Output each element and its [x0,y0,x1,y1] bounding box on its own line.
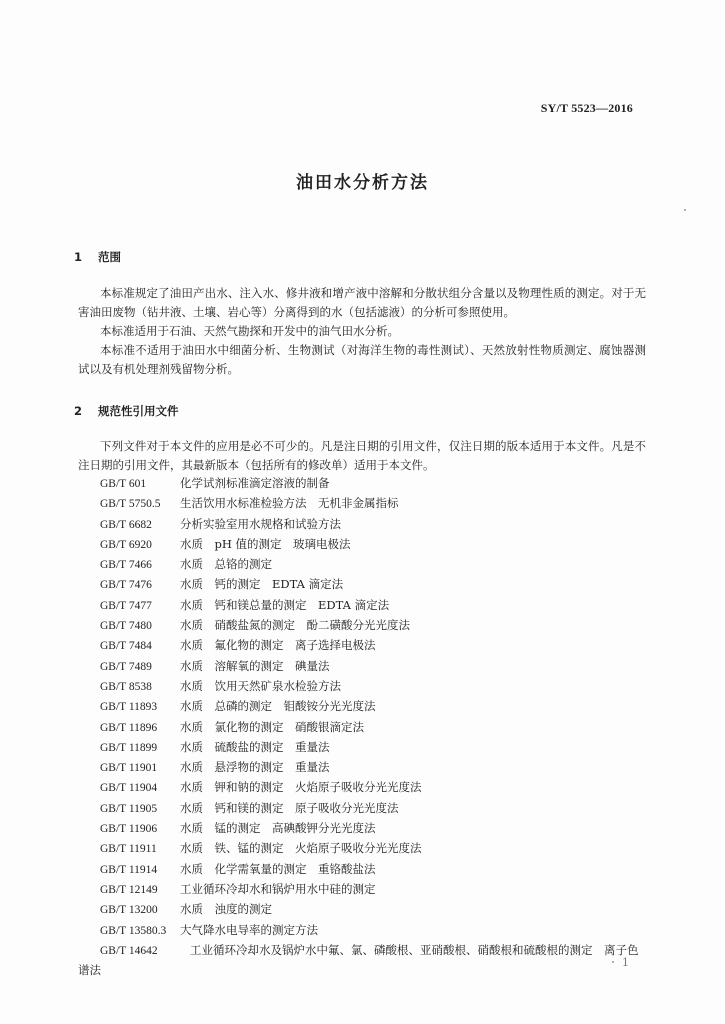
reference-item [78,921,648,941]
reference-code: GB/T 7489 [100,660,152,673]
reference-code: GB/T 8538 [100,680,152,693]
reference-item [78,738,648,758]
reference-item [78,636,648,656]
reference-item [78,758,648,778]
reference-title: 水质 硫酸盐的测定 重量法 [180,739,330,754]
reference-title: 分析实验室用水规格和试验方法 [180,516,341,531]
reference-title: 水质 化学需氧量的测定 重铬酸盐法 [180,861,376,876]
reference-item [78,657,648,677]
reference-code: GB/T 11914 [100,863,158,876]
reference-title: 大气降水电导率的测定方法 [180,922,318,937]
reference-code: GB/T 7484 [100,640,152,653]
reference-code: GB/T 11911 [100,843,157,856]
reference-title: 水质 铁、锰的测定 火焰原子吸收分光光度法 [180,841,422,856]
reference-code: GB/T 11896 [100,721,158,734]
reference-item [78,839,648,859]
reference-code: GB/T 11899 [100,741,158,754]
reference-title: 水质 溶解氧的测定 碘量法 [180,658,330,673]
reference-title: 水质 锰的测定 高碘酸钾分光光度法 [180,821,376,836]
reference-title: 生活饮用水标准检验方法 无机非金属指标 [180,496,399,511]
reference-item [78,555,648,575]
section-1-title: 范围 [98,250,122,264]
reference-code: GB/T 6682 [100,518,152,531]
reference-title: 水质 氟化物的测定 离子选择电极法 [180,638,376,653]
reference-item [78,799,648,819]
reference-item [78,616,648,636]
reference-code: GB/T 601 [100,478,147,490]
reference-code: GB/T 13200 [100,904,158,917]
standard-code: SY/T 5523—2016 [540,101,633,115]
reference-code: GB/T 14642 [100,944,158,957]
reference-item [78,860,648,880]
reference-item [78,941,648,981]
reference-code: GB/T 7476 [100,579,152,592]
reference-item [78,677,648,697]
document-title: 油田水分析方法 [296,173,429,193]
section-1-heading [74,249,121,265]
page-number: 1 [622,956,629,969]
reference-code: GB/T 11901 [100,762,158,775]
section-2-title: 规范性引用文件 [98,404,179,418]
reference-item [78,535,648,555]
reference-title: 水质 钙和镁总量的测定 EDTA 滴定法 [180,597,390,612]
reference-item [78,718,648,738]
section-1-paragraph-3: 本标准不适用于油田水中细菌分析、生物测试（对海洋生物的毒性测试）、天然放射性物质测定、腐蚀器测试以及有机处理剂残留物分析。 [78,343,646,376]
reference-title: 工业循环冷却水及锅炉水中氟、氯、磷酸根、亚硝酸根、硝酸根和硫酸根的测定 离子色谱法 [78,942,639,978]
section-1-paragraph-2: 本标准适用于石油、天然气勘探和开发中的油气田水分析。 [100,324,399,338]
reference-code: GB/T 5750.5 [100,498,161,511]
reference-title: 工业循环冷却水和锅炉用水中硅的测定 [180,881,376,896]
section-2-heading [74,403,179,419]
reference-list [78,474,648,980]
reference-code: GB/T 6920 [100,538,152,551]
reference-title: 水质 硝酸盐氮的测定 酚二磺酸分光光度法 [180,618,410,633]
reference-title: 水质 总铬的测定 [180,557,272,572]
reference-code: GB/T 7466 [100,559,152,572]
reference-item [78,697,648,717]
reference-code: GB/T 7477 [100,599,152,612]
reference-item [78,494,648,514]
scan-speck [612,961,614,963]
reference-item [78,575,648,595]
reference-title: 水质 浊度的测定 [180,902,272,917]
reference-item [78,900,648,920]
reference-title: 水质 钙和镁的测定 原子吸收分光光度法 [180,800,399,815]
reference-item [78,778,648,798]
reference-item [78,819,648,839]
section-2-intro: 下列文件对于本文件的应用是必不可少的。凡是注日期的引用文件，仅注日期的版本适用于本文件。凡是不注日期的引用文件，其最新版本（包括所有的修改单）适用于本文件。 [78,439,646,472]
reference-title: 水质 钙的测定 EDTA 滴定法 [180,577,344,592]
reference-item [78,515,648,535]
reference-code: GB/T 12149 [100,883,158,896]
reference-title: 水质 悬浮物的测定 重量法 [180,760,330,775]
section-1-paragraph-1: 本标准规定了油田产出水、注入水、修井液和增产液中溶解和分散状组分含量以及物理性质的测定。对于无害油田废物（钻井液、土壤、岩心等）分离得到的水（包括滤液）的分析可参照使用。 [78,286,646,319]
reference-title: 化学试剂标准滴定溶液的制备 [180,476,330,490]
reference-code: GB/T 13580.3 [100,924,167,937]
reference-code: GB/T 11904 [100,782,158,795]
reference-title: 水质 总磷的测定 钼酸铵分光光度法 [180,699,376,714]
reference-title: 水质 氯化物的测定 硝酸银滴定法 [180,719,364,734]
reference-title: 水质 pH 值的测定 玻璃电极法 [180,536,351,551]
section-1-number: 1 [74,250,83,264]
reference-item [78,880,648,900]
reference-title: 水质 饮用天然矿泉水检验方法 [180,678,341,693]
reference-item [78,474,648,494]
reference-title: 水质 钾和钠的测定 火焰原子吸收分光光度法 [180,780,422,795]
reference-code: GB/T 11893 [100,701,158,714]
scan-speck [684,209,686,211]
reference-item [78,596,648,616]
reference-code: GB/T 11905 [100,802,158,815]
section-2-number: 2 [74,404,83,418]
reference-code: GB/T 7480 [100,620,152,633]
reference-code: GB/T 11906 [100,823,158,836]
